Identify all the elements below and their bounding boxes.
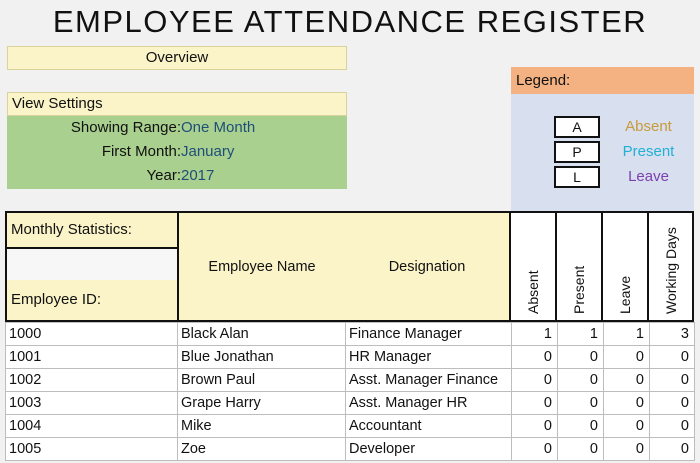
working-days-cell[interactable]: 0 <box>650 369 695 392</box>
column-header-designation <box>345 211 511 322</box>
employee-id-cell[interactable]: 1000 <box>6 323 178 346</box>
table-row[interactable] <box>6 323 695 346</box>
employee-id-cell <box>5 280 179 322</box>
working-days-cell[interactable]: 0 <box>650 392 695 415</box>
employee-name-cell[interactable]: Brown Paul <box>178 369 346 392</box>
present-header-label: Present <box>571 265 587 314</box>
employee-id-cell[interactable]: 1003 <box>6 392 178 415</box>
absent-cell[interactable]: 0 <box>512 415 558 438</box>
absent-cell[interactable]: 0 <box>512 346 558 369</box>
present-cell[interactable]: 0 <box>558 369 604 392</box>
legend-panel <box>511 94 694 211</box>
working-days-cell[interactable]: 3 <box>650 323 695 346</box>
working-days-cell[interactable]: 0 <box>650 415 695 438</box>
column-header-leave <box>603 211 649 322</box>
legend-code-absent: A <box>554 116 600 138</box>
working-days-cell[interactable]: 0 <box>650 346 695 369</box>
leave-cell[interactable]: 1 <box>604 323 650 346</box>
designation-cell[interactable]: Asst. Manager HR <box>346 392 512 415</box>
view-settings-heading: View Settings <box>7 92 347 116</box>
absent-cell[interactable]: 0 <box>512 392 558 415</box>
leave-cell[interactable]: 0 <box>604 392 650 415</box>
absent-cell[interactable]: 0 <box>512 369 558 392</box>
designation-cell[interactable]: Asst. Manager Finance <box>346 369 512 392</box>
absent-cell[interactable]: 1 <box>512 323 558 346</box>
first-month-row <box>7 140 347 164</box>
present-cell[interactable]: 0 <box>558 415 604 438</box>
designation-cell[interactable]: Finance Manager <box>346 323 512 346</box>
year-row <box>7 164 347 188</box>
working-days-cell[interactable]: 0 <box>650 438 695 461</box>
table-row[interactable] <box>6 438 695 461</box>
legend-label-leave: Leave <box>628 168 669 185</box>
employee-name-header-label: Employee Name <box>208 258 316 275</box>
monthly-statistics-cell <box>5 211 179 249</box>
employee-name-cell[interactable]: Black Alan <box>178 323 346 346</box>
employee-name-cell[interactable]: Grape Harry <box>178 392 346 415</box>
employee-id-cell[interactable]: 1002 <box>6 369 178 392</box>
column-header-working-days <box>649 211 694 322</box>
present-cell[interactable]: 0 <box>558 392 604 415</box>
employee-name-cell[interactable]: Mike <box>178 415 346 438</box>
present-cell[interactable]: 0 <box>558 438 604 461</box>
showing-range-label: Showing Range: <box>70 119 181 136</box>
leave-cell[interactable]: 0 <box>604 415 650 438</box>
absent-header-label: Absent <box>525 270 541 314</box>
employee-id-cell[interactable]: 1004 <box>6 415 178 438</box>
column-header-employee-name <box>177 211 347 322</box>
header-gap <box>5 249 179 280</box>
first-month-value[interactable]: January <box>181 143 235 160</box>
page-title: EMPLOYEE ATTENDANCE REGISTER <box>52 4 648 39</box>
present-cell[interactable]: 0 <box>558 346 604 369</box>
legend-code-leave: L <box>554 166 600 188</box>
monthly-statistics-label: Monthly Statistics: <box>11 221 132 238</box>
employee-id-cell[interactable]: 1005 <box>6 438 178 461</box>
table-row[interactable] <box>6 346 695 369</box>
employee-name-cell[interactable]: Blue Jonathan <box>178 346 346 369</box>
legend-code-present: P <box>554 141 600 163</box>
employee-name-cell[interactable]: Zoe <box>178 438 346 461</box>
designation-cell[interactable]: Developer <box>346 438 512 461</box>
present-cell[interactable]: 1 <box>558 323 604 346</box>
column-header-present <box>557 211 603 322</box>
year-value[interactable]: 2017 <box>181 167 215 184</box>
working-days-header-label: Working Days <box>662 227 679 314</box>
designation-cell[interactable]: Accountant <box>346 415 512 438</box>
table-row[interactable] <box>6 415 695 438</box>
view-settings-panel <box>7 116 347 189</box>
legend-heading: Legend: <box>511 67 694 94</box>
leave-cell[interactable]: 0 <box>604 346 650 369</box>
leave-cell[interactable]: 0 <box>604 438 650 461</box>
first-month-label: First Month: <box>101 143 181 160</box>
employee-id-cell[interactable]: 1001 <box>6 346 178 369</box>
showing-range-value[interactable]: One Month <box>181 119 256 136</box>
column-header-absent <box>511 211 557 322</box>
table-row[interactable] <box>6 369 695 392</box>
table-header <box>5 211 694 322</box>
designation-cell[interactable]: HR Manager <box>346 346 512 369</box>
showing-range-row <box>7 116 347 140</box>
leave-cell[interactable]: 0 <box>604 369 650 392</box>
leave-header-label: Leave <box>617 275 633 314</box>
table-row[interactable] <box>6 392 695 415</box>
year-label: Year: <box>146 167 181 184</box>
absent-cell[interactable]: 0 <box>512 438 558 461</box>
legend-label-present: Present <box>622 143 675 160</box>
legend-label-absent: Absent <box>625 118 672 135</box>
overview-button[interactable]: Overview <box>7 46 347 70</box>
attendance-table <box>5 322 695 461</box>
designation-header-label: Designation <box>388 258 466 275</box>
employee-id-label: Employee ID: <box>11 291 102 308</box>
